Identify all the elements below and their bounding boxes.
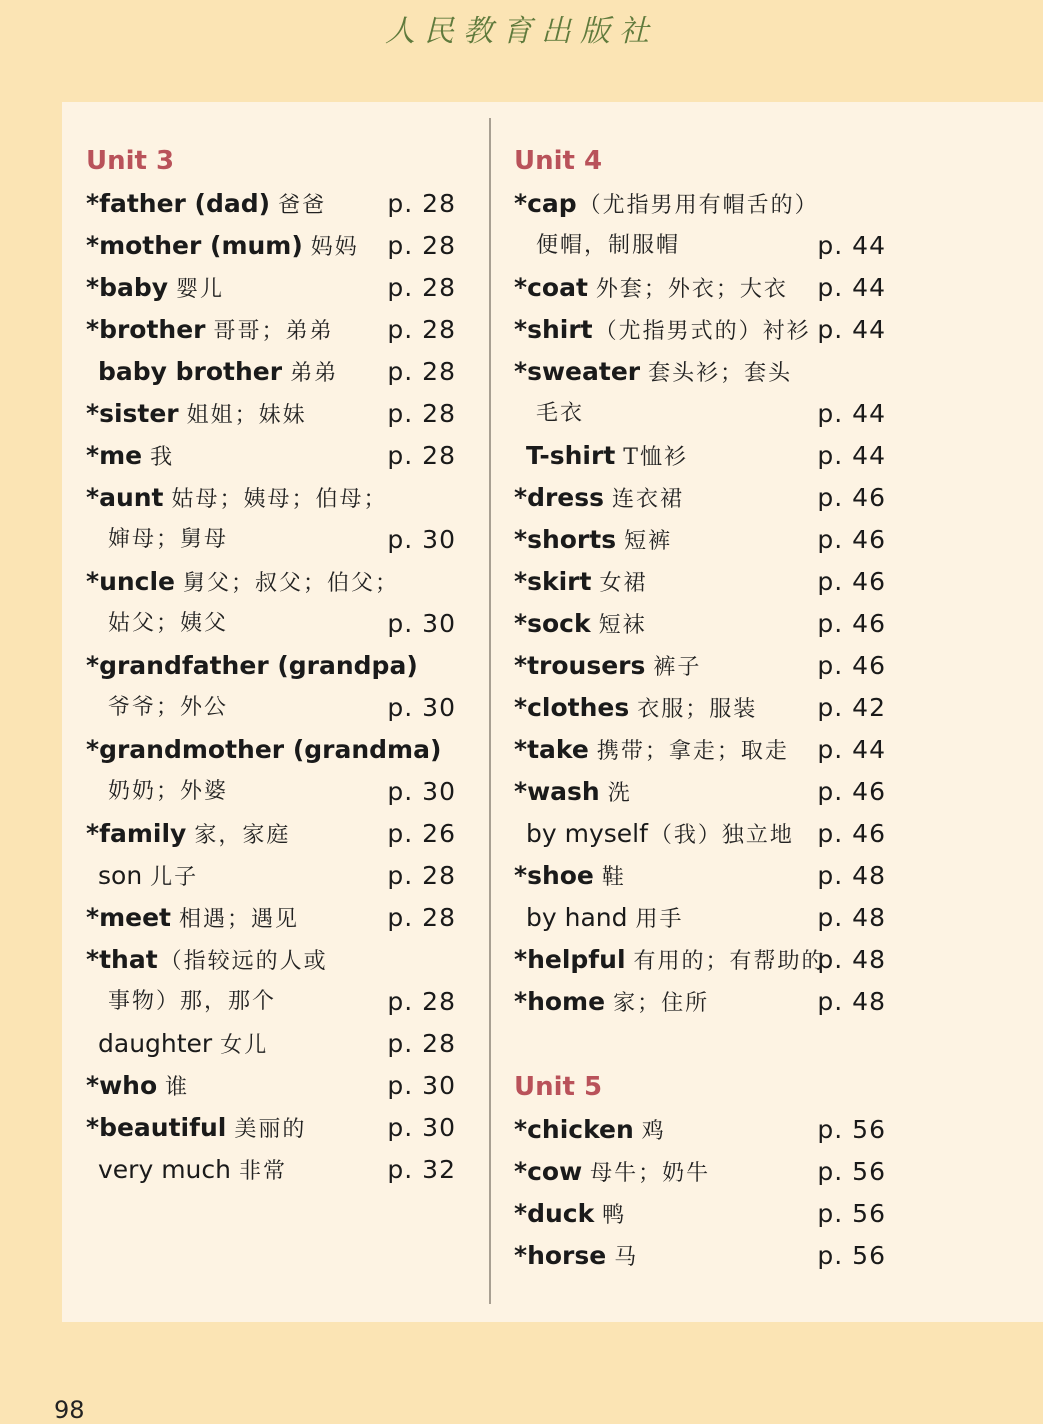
page-reference: p. 46 — [817, 819, 886, 848]
vocab-word: *helpful — [514, 945, 626, 974]
page-number: 98 — [54, 1396, 85, 1424]
vocab-meaning: 妈妈 — [310, 235, 359, 260]
vocab-word: *beautiful — [86, 1113, 227, 1142]
vocab-row — [514, 1151, 886, 1193]
left-column — [86, 139, 456, 1191]
page-reference: p. 48 — [817, 903, 886, 932]
vocab-meaning: 短袜 — [598, 613, 647, 638]
vocab-meaning: 爷爷；外公 — [108, 695, 229, 720]
vocab-word: *trousers — [514, 651, 646, 680]
page-reference: p. 46 — [817, 609, 886, 638]
vocab-row — [86, 1065, 456, 1107]
page-reference: p. 46 — [817, 651, 886, 680]
page-reference: p. 30 — [387, 693, 456, 722]
unit-title: Unit 5 — [514, 1072, 603, 1102]
vocab-word: *clothes — [514, 693, 630, 722]
vocab-list — [86, 183, 456, 1191]
vocab-meaning: 洗 — [607, 781, 632, 806]
vocab-meaning: 携带；拿走；取走 — [596, 739, 789, 764]
vocab-word: *chicken — [514, 1115, 634, 1144]
vocab-meaning: 弟弟 — [290, 361, 339, 386]
page-reference: p. 44 — [817, 441, 886, 470]
vocab-meaning: 非常 — [238, 1159, 287, 1184]
vocab-row — [514, 687, 886, 729]
vocab-row — [514, 771, 886, 813]
page-reference: p. 44 — [817, 399, 886, 428]
vocab-meaning: 母牛；奶牛 — [590, 1161, 711, 1186]
vocab-word: *sweater — [514, 357, 641, 386]
vocab-word: *mother (mum) — [86, 231, 303, 260]
vocab-row — [514, 183, 886, 225]
page-reference: p. 28 — [387, 231, 456, 260]
page-reference: p. 28 — [387, 441, 456, 470]
vocab-row — [514, 267, 886, 309]
vocab-word: T-shirt — [526, 441, 616, 470]
page-reference: p. 28 — [387, 315, 456, 344]
vocab-row — [514, 939, 886, 981]
vocab-row — [86, 519, 456, 561]
vocab-row — [86, 981, 456, 1023]
vocab-word: *grandfather (grandpa) — [86, 651, 418, 680]
vocab-word: *horse — [514, 1241, 607, 1270]
vocab-row — [514, 351, 886, 393]
page-reference: p. 48 — [817, 945, 886, 974]
page-reference: p. 48 — [817, 861, 886, 890]
vocab-row — [514, 603, 886, 645]
unit-title: Unit 3 — [86, 146, 175, 176]
page-reference: p. 28 — [387, 861, 456, 890]
vocab-row — [86, 897, 456, 939]
vocab-row — [514, 1235, 886, 1277]
vocab-meaning: （我）独立地 — [649, 823, 794, 848]
vocab-row — [514, 309, 886, 351]
vocab-meaning: 我 — [150, 445, 175, 470]
vocab-word: *aunt — [86, 483, 164, 512]
vocab-meaning: 便帽，制服帽 — [536, 233, 681, 258]
column-divider — [489, 118, 491, 1304]
vocab-row — [86, 687, 456, 729]
vocab-word: *shirt — [514, 315, 593, 344]
page-reference: p. 30 — [387, 1113, 456, 1142]
vocab-meaning: 鞋 — [601, 865, 626, 890]
vocab-meaning: 婴儿 — [176, 277, 225, 302]
page-reference: p. 56 — [817, 1157, 886, 1186]
vocab-row — [514, 855, 886, 897]
vocab-meaning: 鸭 — [602, 1203, 627, 1228]
vocab-row — [86, 1023, 456, 1065]
vocab-word: *baby — [86, 273, 169, 302]
vocab-word: *shorts — [514, 525, 617, 554]
vocab-meaning: T恤衫 — [623, 445, 688, 470]
page-reference: p. 56 — [817, 1115, 886, 1144]
vocab-word: by hand — [526, 903, 628, 932]
vocab-word: *duck — [514, 1199, 595, 1228]
vocab-word: *brother — [86, 315, 206, 344]
page-reference: p. 28 — [387, 189, 456, 218]
vocab-word: *take — [514, 735, 589, 764]
vocab-word: very much — [98, 1155, 231, 1184]
vocab-meaning: 婶母；舅母 — [108, 527, 229, 552]
vocab-meaning: 短裤 — [624, 529, 673, 554]
vocab-row — [514, 393, 886, 435]
page-reference: p. 28 — [387, 399, 456, 428]
vocab-word: son — [98, 861, 143, 890]
vocab-row — [86, 813, 456, 855]
vocab-row — [86, 435, 456, 477]
page-reference: p. 44 — [817, 315, 886, 344]
vocab-row — [514, 435, 886, 477]
vocab-word: *cow — [514, 1157, 583, 1186]
vocab-meaning: 鸡 — [641, 1119, 666, 1144]
page-reference: p. 56 — [817, 1199, 886, 1228]
vocab-row — [86, 267, 456, 309]
vocab-row — [514, 477, 886, 519]
vocab-row — [514, 225, 886, 267]
vocab-meaning: 家，家庭 — [194, 823, 291, 848]
vocab-word: baby brother — [98, 357, 283, 386]
vocab-meaning: 爸爸 — [278, 193, 327, 218]
vocab-meaning: 姑母；姨母；伯母； — [171, 487, 388, 512]
vocab-meaning: （尤指男用有帽舌的） — [578, 193, 819, 218]
page-reference: p. 44 — [817, 735, 886, 764]
vocab-word: *skirt — [514, 567, 592, 596]
vocab-row — [86, 477, 456, 519]
unit-title: Unit 4 — [514, 146, 603, 176]
page-reference: p. 28 — [387, 987, 456, 1016]
vocab-row — [514, 561, 886, 603]
vocab-meaning: 姑父；姨父 — [108, 611, 229, 636]
vocab-list — [514, 183, 886, 1023]
page-reference: p. 28 — [387, 273, 456, 302]
vocab-word: *sister — [86, 399, 179, 428]
vocab-meaning: （指较远的人或 — [159, 949, 328, 974]
vocab-row — [86, 561, 456, 603]
vocab-row — [86, 309, 456, 351]
vocab-meaning: 美丽的 — [234, 1117, 307, 1142]
vocab-meaning: 相遇；遇见 — [179, 907, 300, 932]
vocab-row — [86, 645, 456, 687]
page-reference: p. 44 — [817, 273, 886, 302]
vocab-word: *sock — [514, 609, 591, 638]
section-gap — [514, 1023, 886, 1065]
page-reference: p. 48 — [817, 987, 886, 1016]
vocab-row — [86, 183, 456, 225]
vocab-meaning: 家；住所 — [613, 991, 710, 1016]
right-column — [514, 139, 886, 1277]
vocab-word: *that — [86, 945, 158, 974]
page-reference: p. 46 — [817, 567, 886, 596]
vocab-row — [86, 855, 456, 897]
vocab-word: *coat — [514, 273, 588, 302]
vocab-row — [86, 351, 456, 393]
vocab-meaning: 奶奶；外婆 — [108, 779, 229, 804]
vocab-word: *me — [86, 441, 143, 470]
page-reference: p. 44 — [817, 231, 886, 260]
page-reference: p. 28 — [387, 1029, 456, 1058]
vocab-row — [514, 519, 886, 561]
vocab-word: *family — [86, 819, 187, 848]
page-reference: p. 26 — [387, 819, 456, 848]
vocab-meaning: 连衣裙 — [612, 487, 685, 512]
page-reference: p. 28 — [387, 357, 456, 386]
vocab-meaning: 哥哥；弟弟 — [213, 319, 334, 344]
vocab-meaning: 马 — [614, 1245, 639, 1270]
publisher-logo: 人民教育出版社 — [385, 14, 658, 49]
page-reference: p. 32 — [387, 1155, 456, 1184]
vocab-row — [514, 729, 886, 771]
vocab-row — [86, 393, 456, 435]
vocab-row — [514, 897, 886, 939]
vocab-row — [86, 225, 456, 267]
vocab-row — [514, 1193, 886, 1235]
page-reference: p. 30 — [387, 525, 456, 554]
vocab-meaning: 有用的；有帮助的 — [633, 949, 826, 974]
vocab-word: *home — [514, 987, 606, 1016]
page-reference: p. 30 — [387, 609, 456, 638]
vocab-meaning: 毛衣 — [536, 401, 585, 426]
vocab-row — [86, 771, 456, 813]
vocab-meaning: 外套；外衣；大衣 — [595, 277, 788, 302]
vocab-meaning: 衣服；服装 — [637, 697, 758, 722]
vocab-list — [514, 1109, 886, 1277]
vocab-word: by myself — [526, 819, 648, 848]
vocab-word: daughter — [98, 1029, 213, 1058]
vocab-meaning: 套头衫；套头 — [648, 361, 793, 386]
vocab-row — [514, 645, 886, 687]
vocab-meaning: 儿子 — [150, 865, 199, 890]
vocab-word: *who — [86, 1071, 158, 1100]
page-reference: p. 46 — [817, 777, 886, 806]
vocab-row — [86, 1107, 456, 1149]
vocab-meaning: 姐姐；妹妹 — [186, 403, 307, 428]
vocab-meaning: 舅父；叔父；伯父； — [183, 571, 400, 596]
vocab-meaning: 谁 — [165, 1075, 190, 1100]
vocab-row — [86, 939, 456, 981]
vocab-meaning: 女裙 — [599, 571, 648, 596]
vocab-word: *father (dad) — [86, 189, 271, 218]
vocab-meaning: 裤子 — [653, 655, 702, 680]
vocab-word: *uncle — [86, 567, 176, 596]
vocab-row — [514, 981, 886, 1023]
vocab-meaning: 用手 — [635, 907, 684, 932]
vocab-meaning: （尤指男式的）衬衫 — [594, 319, 811, 344]
vocab-word: *meet — [86, 903, 171, 932]
page-reference: p. 56 — [817, 1241, 886, 1270]
vocab-row — [86, 1149, 456, 1191]
page-reference: p. 28 — [387, 903, 456, 932]
vocab-meaning: 事物）那，那个 — [108, 989, 277, 1014]
page-reference: p. 46 — [817, 525, 886, 554]
page-reference: p. 30 — [387, 1071, 456, 1100]
vocab-row — [514, 1109, 886, 1151]
vocab-word: *cap — [514, 189, 577, 218]
page-reference: p. 46 — [817, 483, 886, 512]
vocab-meaning: 女儿 — [220, 1033, 269, 1058]
vocab-word: *wash — [514, 777, 600, 806]
vocab-word: *grandmother (grandma) — [86, 735, 442, 764]
vocab-row — [86, 603, 456, 645]
vocab-word: *dress — [514, 483, 605, 512]
page-reference: p. 30 — [387, 777, 456, 806]
vocab-word: *shoe — [514, 861, 594, 890]
page-reference: p. 42 — [817, 693, 886, 722]
vocab-row — [514, 813, 886, 855]
vocab-row — [86, 729, 456, 771]
